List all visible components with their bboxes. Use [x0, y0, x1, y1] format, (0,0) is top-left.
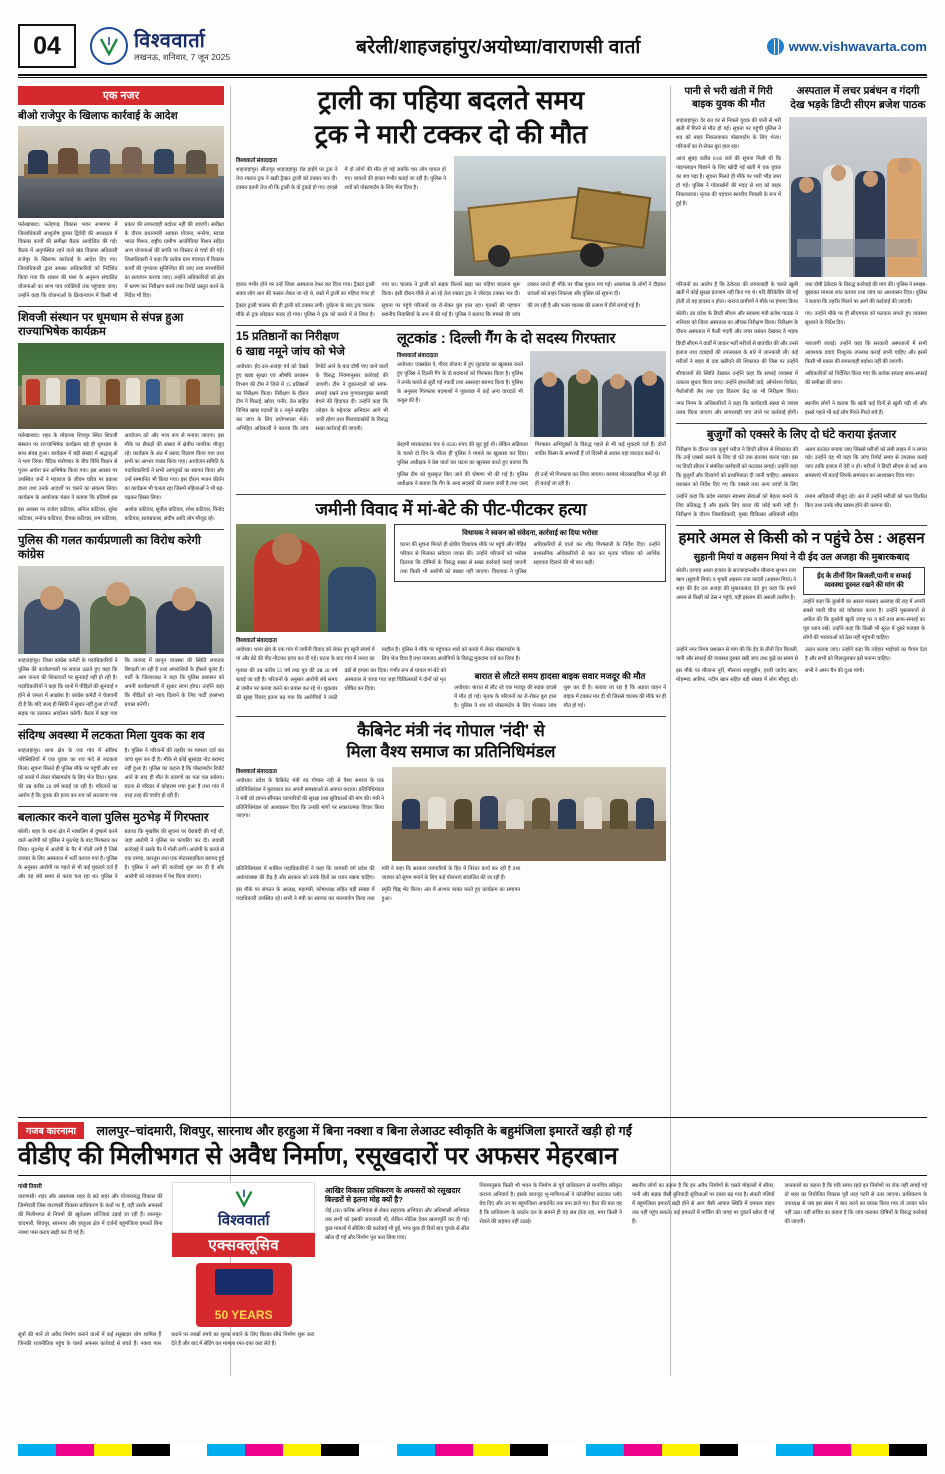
- sub2-body-3: पुलिस टीम को पुरस्कृत किए जाने की घोषणा भी की गई है। पुलिस अधीक्षक ने बताया कि गैंग के अन्य सदस्यों की तलाश जारी है तथा जल्द ही उन्हें भी गिरफ्तार कर लिया जाएगा। बरामद मोटरसाइकिल भी लूट की ही बताई जा रही है।: [397, 472, 666, 487]
- sub2-body-1: अयोध्या। एक्सप्रेस वे, गौरव योजना में हुए लूटकांड का खुलासा करते हुए पुलिस ने दिल्ली गैंग के दो बदमाशों को गिरफ्तार किया है। पुलिस ने उनके कब्जे से लूटी गई नकदी तथा असलहा बरामद किया है। पुलिस के अनुसार गिरफ्तार बदमाशों ने पूछताछ में कई अन्य वारदातें भी कबूल की हैं।: [397, 362, 523, 404]
- right-top1-body-2: आज सुबह करीब 8:00 बजे की सूचना मिली थी कि पाइपलाइन बिछाने के लिए खोदी गई खंती में एक युवक का शव पड़ा है। सूचना मिलते ही मौके पर भारी भीड़ जमा हो गई। पुलिस ने गोताखोरों की मदद से शव को बाहर निकलवाया। मृतक की पहचान स्थानीय निवासी के रूप में हुई है।: [676, 156, 781, 207]
- masthead-rule: [18, 74, 927, 76]
- page-number: 04: [18, 24, 76, 68]
- sub4-headline-line2: मिला वैश्य समाज का प्रतिनिधिमंडल: [346, 743, 556, 762]
- sub3-body-4: अयोध्या। बारात से लौट रहे एक मजदूर की सड़क हादसे में मौत हो गई। मृतक के परिजनों का रो-रोकर बुरा हाल है। पुलिस ने शव को पोस्टमार्टम के लिए भेजकर जांच शुरू कर दी है। बताया जा रहा है कि अज्ञात वाहन ने बाइक में टक्कर मार दी थी जिससे चालक की मौके पर ही मौत हो गई।: [454, 684, 666, 709]
- website-link[interactable]: [767, 38, 927, 55]
- sub3-sidebar-head: विधायक ने स्वजन को संवेदना, कार्रवाई का दिया भरोसा: [462, 528, 598, 537]
- brand-subline: लखनऊ, शनिवार, 7 जून 2025: [134, 51, 231, 62]
- right-top1-body-4: नगर निगम के अधिकारियों ने कहा कि कार्यदायी संस्था से जवाब तलब किया जाएगा और लापरवाही पाए जाने पर कार्रवाई होगी। स्थानीय लोगों ने बताया कि खंती कई दिनों से खुली पड़ी थी और इससे पहले भी कई लोग गिरते-गिरते बचे हैं।: [676, 400, 927, 416]
- byline: विश्ववार्ता संवाददाता: [236, 768, 278, 775]
- anniversary-seal: [196, 1263, 292, 1327]
- seal-years: 50 YEARS: [214, 1307, 273, 1322]
- sub2-photo: [530, 351, 666, 437]
- exclusive-label: एक्सक्लूसिव: [172, 1233, 315, 1257]
- sub3-headline: जमीनी विवाद में मां-बेटे की पीट-पीटकर हत्या: [315, 499, 587, 519]
- seal-ribbon: [215, 1269, 273, 1295]
- right-column: [676, 86, 927, 685]
- byline: गांधी तिवारी: [18, 1183, 42, 1190]
- right-bottom-headline: हमारे अमल से किसी को न पहुंचे ठेस : अहसन: [678, 530, 925, 547]
- right-top1-headline-line1: पानी से भरी खंती में गिरी: [684, 86, 773, 97]
- sub3-body-1: अयोध्या। थाना क्षेत्र के एक गांव में जमीनी विवाद को लेकर हुए खूनी संघर्ष में मां और बेटे की पीट-पीटकर हत्या कर दी गई। घटना के बाद गांव में तनाव का माहौल है। पुलिस ने मौके पर पहुंचकर शवों को कब्जे में लेकर पोस्टमार्टम के लिए भेज दिया है तथा नामजद आरोपियों के विरुद्ध मुकदमा दर्ज कर लिया है।: [236, 646, 521, 662]
- feature-body-5: जानकारों का कहना है कि यदि समय रहते इन निर्माणों पर रोक नहीं लगाई गई तो शहर का नियोजित विकास पूरी तरह पटरी से उतर जाएगा। प्राधिकरण के उपाध्यक्ष से जब इस संबंध में बात करने का प्रयास किया गया तो उनका फोन नहीं उठा। वहीं सचिव का कहना है कि जांच कराकर दोषियों के विरुद्ध कार्रवाई की जाएगी।: [784, 1182, 927, 1225]
- sub2-headline: लूटकांड : दिल्ली गैंग के दो सदस्य गिरफ्तार: [397, 330, 616, 347]
- right-bottom-body-3: उन्होंने नगर निगम प्रशासन से मांग की कि ईद के तीनों दिन बिजली, पानी और सफाई की व्यवस्था दुरुस्त रखी जाए तथा कूड़े का समय से उठान कराया जाए। उन्होंने कहा कि त्योहार भाईचारे का पैगाम देता है और सभी को मिलजुलकर इसे मनाना चाहिए।: [676, 646, 927, 662]
- right-top2-headline-line1: अस्पताल में लचर प्रबंधन व गंदगी: [796, 85, 920, 97]
- article-body: शाहजहांपुर। थाना क्षेत्र के एक गांव में संदिग्ध परिस्थितियों में एक युवक का शव फंदे से लटकता मिला। सूचना मिलते ही पुलिस मौके पर पहुंची और शव को कब्जे में लेकर पोस्टमार्टम के लिए भेज दिया। मृतक की उम्र करीब 28 वर्ष बताई जा रही है। परिजनों का आरोप है कि युवक की हत्या कर शव को लटकाया गया है। पुलिस ने परिजनों की तहरीर पर मामला दर्ज कर जांच शुरू कर दी है। मौके से कोई सुसाइड नोट बरामद नहीं हुआ है। पुलिस का कहना है कि पोस्टमार्टम रिपोर्ट आने के बाद ही मौत के कारणों का पता चल सकेगा। घटना से परिवार में कोहराम मचा हुआ है तथा गांव में तरह तरह की चर्चाएं हो रही हैं।: [18, 747, 224, 799]
- sub1-headline-line2: 6 खाद्य नमूने जांच को भेजे: [236, 345, 345, 358]
- right-mid-headline: बुजुर्गों को एक्सरे के लिए दो घंटे कराया इंतजार: [706, 428, 897, 441]
- sub4-photo: [392, 767, 666, 861]
- feature-body-1: वाराणसी। शहर और आसपास शहर के सटे शहर और योजनाबद्ध विकास की जिम्मेदारी जिस वाराणसी विकास प्राधिकरण के कंधों पर है, वहीं उसके अफसरों की मिलीभगत से नियमों की खुलेआम धज्जियां उड़ाई जा रही हैं। लालपुर-चांदमारी, शिवपुर, सारनाथ और हरहुआ क्षेत्र में दर्जनों बहुमंजिला इमारतें बिना नक्शा पास कराए खड़ी कर दी गई हैं।: [18, 1193, 163, 1236]
- article-headline: पुलिस की गलत कार्यप्रणाली का विरोध करेगी कांग्रेस: [18, 535, 201, 561]
- publication-logo: [90, 27, 230, 65]
- sub4-body-1: अयोध्या। प्रदेश के कैबिनेट मंत्री नंद गोपाल नंदी से वैश्य समाज के एक प्रतिनिधिमंडल ने मुलाकात कर अपनी समस्याओं से अवगत कराया। प्रतिनिधिमंडल ने मंत्री को ज्ञापन सौंपकर व्यापारियों की सुरक्षा तथा सुविधाओं की मांग की। मंत्री ने प्रतिनिधिमंडल को आश्वासन दिया कि उनकी मांगों पर सकारात्मक विचार किया जाएगा।: [236, 777, 384, 820]
- right-bottom-body-4: इस मौके पर मौलाना नूरी, मौलाना शहाबुद्दीन, हाजी जावेद खान, मोहम्मद आरिफ, नदीम खान सहित बड़ी संख्या में लोग मौजूद रहे। सभी ने अमन चैन की दुआ मांगी।: [676, 667, 865, 683]
- right-top2-body-2: डिप्टी सीएम ने वार्डों में जाकर भर्ती मरीजों से बातचीत की और उनसे इलाज तथा दवाइयों की उपलब्धता के बारे में जानकारी ली। कई मरीजों ने बाहर से दवा खरीदने की शिकायत की जिस पर उन्होंने नाराजगी जताई। उन्होंने कहा कि सरकारी अस्पतालों में सभी आवश्यक दवाएं निःशुल्क उपलब्ध कराई जानी चाहिए और इसमें किसी भी प्रकार की लापरवाही बर्दाश्त नहीं की जाएगी।: [676, 341, 927, 365]
- article-headline: बीओ राजेपुर के खिलाफ कार्रवाई के आदेश: [18, 110, 178, 122]
- exclusive-logo: [172, 1182, 315, 1233]
- article-headline: बलात्कार करने वाला पुलिस मुठभेड़ में गिरफ्तार: [18, 811, 209, 824]
- lead-photo: [454, 156, 666, 276]
- masthead-rule-2: [18, 77, 927, 78]
- article-names: इस अवसर पर राजेश कटियार, अनिल कटियार, सुरेश कटियार, मनोज कटियार, दीपक कटियार, राम कटियार, अशोक कटियार, सुनील कटियार, रमेश कटियार, विनोद कटियार, सत्यप्रकाश, संदीप आदि लोग मौजूद रहे।: [18, 507, 224, 523]
- feature-question: आखिर विकास प्राधिकरण के अफसरों को रसूखदार बिल्डरों से इतना मोह क्यों है?: [324, 1185, 461, 1204]
- color-registration-bar: [18, 1444, 927, 1456]
- right-bottom-box-head: ईद के तीनों दिन बिजली,पानी व सफाई व्यवस्था दुरुस्त रखने की मांग की: [816, 572, 912, 590]
- article-body: शाहजहांपुर। जिला कांग्रेस कमेटी के पदाधिकारियों ने पुलिस की कार्यप्रणाली पर सवाल उठाते हुए कहा कि आम जनता की शिकायतों पर सुनवाई नहीं हो रही है। पदाधिकारियों ने कहा कि थानों में पीड़ितों की सुनवाई न होने से जनता में आक्रोश है। कांग्रेस कमेटी ने चेतावनी दी है कि यदि जल्द ही स्थिति में सुधार नहीं हुआ तो पार्टी सड़क पर उतरकर आंदोलन करेगी। बैठक में कहा गया कि जनपद में कानून व्यवस्था की स्थिति लगातार बिगड़ती जा रही है तथा अपराधियों के हौसले बुलंद हैं। पार्टी के जिलाध्यक्ष ने कहा कि पुलिस प्रशासन को अपनी कार्यप्रणाली में सुधार लाना होगा। उन्होंने कहा कि पीड़ितों को न्याय दिलाने के लिए पार्टी हरसंभव प्रयास करेगी।: [18, 657, 224, 718]
- right-bottom-body-1: बरेली। दरगाह आला हजरत के सज्जादानशीन मौलाना सुभान रजा खान (सुहानी मियां) व मुफ्ती अहसन रजा कादरी (अहसन मियां) ने शहर की ईद उल अजहा की मुबारकबाद देते हुए कहा कि हमारे अमल से किसी को ठेस न पहुंचे, यही इस्लाम की असली तालीम है।: [676, 568, 796, 601]
- center-column: [236, 86, 666, 903]
- exclusive-brand: विश्ववार्ता: [217, 1211, 270, 1229]
- article-photo: [18, 566, 224, 654]
- article-body: फर्रुखाबाद। फतेहगढ़ विकास भवन सभागार में जिलाधिकारी आशुतोष कुमार द्विवेदी की अध्यक्षता में विकास कार्यों की समीक्षा बैठक आयोजित की गई। बैठक में अनुपस्थित रहने वाले खंड विकास अधिकारी राजेपुर के खिलाफ कार्रवाई के आदेश दिए गए। जिलाधिकारी द्वारा समस्त अधिकारियों को निर्देशित किया गया कि शासन की मंशा के अनुरूप संचालित योजनाओं का लाभ पात्र व्यक्तियों तक पहुंचाया जाए। उन्होंने कहा कि योजनाओं के क्रियान्वयन में किसी भी प्रकार की लापरवाही बर्दाश्त नहीं की जाएगी। समीक्षा के दौरान प्रधानमंत्री आवास योजना, मनरेगा, स्वच्छ भारत मिशन, राष्ट्रीय ग्रामीण आजीविका मिशन सहित अन्य योजनाओं की प्रगति पर विस्तार से चर्चा की गई। जिलाधिकारी ने कहा कि प्रत्येक ग्राम पंचायत में विकास कार्यों की गुणवत्ता सुनिश्चित की जाए तथा लाभार्थियों का सत्यापन कराया जाए। उन्होंने अधिकारियों को क्षेत्र में भ्रमण कर निरीक्षण करने तथा रिपोर्ट प्रस्तुत करने के निर्देश भी दिए।: [18, 221, 224, 300]
- article-body: बरेली। शहर के थाना क्षेत्र में नाबालिग से दुष्कर्म करने वाले आरोपी को पुलिस ने मुठभेड़ के बाद गिरफ्तार कर लिया। मुठभेड़ में आरोपी के पैर में गोली लगी है जिसे उपचार के लिए अस्पताल में भर्ती कराया गया है। पुलिस के अनुसार आरोपी पर पहले से भी कई मुकदमे दर्ज हैं और वह लंबे समय से फरार चल रहा था। पुलिस ने बताया कि मुखबिर की सूचना पर घेराबंदी की गई थी, जहां आरोपी ने पुलिस पर फायरिंग कर दी। जवाबी कार्रवाई में उसके पैर में गोली लगी। आरोपी के कब्जे से एक तमंचा, कारतूस तथा एक मोटरसाइकिल बरामद हुई है। पुलिस ने आगे की कार्रवाई शुरू कर दी है और आरोपी को न्यायालय में पेश किया जाएगा।: [18, 829, 224, 881]
- feature-tag-text: लालपुर–चांदमारी, शिवपुर, सारनाथ और हरहुआ में बिना नक्शा व बिना लेआउट स्वीकृति के बहुमंजिला इमारतें खड़ी हो गईं: [96, 1124, 632, 1139]
- sub1-body: अयोध्या। ईद-उल-अजहा पर्व को देखते हुए खाद्य सुरक्षा एवं औषधि प्रशासन विभाग की टीम ने जिले में 15 प्रतिष्ठानों का निरीक्षण किया। निरीक्षण के दौरान टीम ने मिठाई, खोवा, पनीर, तेल सहित विभिन्न खाद्य पदार्थों के 6 नमूने संग्रहित कर जांच के लिए प्रयोगशाला भेजे। अभिहित अधिकारी ने बताया कि जांच रिपोर्ट आने के बाद दोषी पाए जाने वालों के विरुद्ध नियमानुसार कार्रवाई की जाएगी। टीम ने दुकानदारों को साफ-सफाई रखने तथा गुणवत्तायुक्त सामग्री बेचने की हिदायत दी। उन्होंने कहा कि त्योहार के मद्देनजर अभियान आगे भी जारी रहेगा तथा मिलावटखोरों के विरुद्ध सख्त कार्रवाई की जाएगी।: [236, 363, 388, 433]
- right-mid-body: निरीक्षण के दौरान एक बुजुर्ग मरीज ने डिप्टी सीएम से शिकायत की कि उन्हें एक्सरे कराने के लिए दो घंटे तक इंतजार करना पड़ा। इस पर डिप्टी सीएम ने संबंधित कर्मचारी को फटकार लगाई। उन्होंने कहा कि बुजुर्गों और दिव्यांगों को प्राथमिकता दी जानी चाहिए। अस्पताल प्रशासन को निर्देश दिए गए कि एक्सरे तथा अन्य जांचों के लिए अलग काउंटर बनाया जाए जिससे मरीजों को लंबी लाइन में न लगना पड़े। उन्होंने यह भी कहा कि जांच रिपोर्ट समय से उपलब्ध कराई जाए ताकि इलाज में देरी न हो। मरीजों ने डिप्टी सीएम से कई अन्य समस्याएं भी बताईं जिनके समाधान का आश्वासन दिया गया।: [676, 446, 927, 489]
- left-column: [18, 86, 224, 882]
- brand-name: विश्ववार्ता: [134, 29, 206, 52]
- right-bottom-subhead: सुहानी मियां व अहसन मियां ने दी ईद उल अजहा की मुबारकबाद: [693, 551, 910, 563]
- globe-icon: [767, 38, 784, 55]
- feature-tag: गजब कारनामा: [18, 1122, 84, 1139]
- right-bottom-body-2: उन्होंने कहा कि कुर्बानी का असल मकसद अल्लाह की राह में अपनी सबसे प्यारी चीज को न्योछावर करना है। उन्होंने मुसलमानों से अपील की कि कुर्बानी खुली जगह पर न करें तथा साफ-सफाई का पूरा ध्यान रखें। उन्होंने कहा कि किसी भी सूरत में दूसरे मजहब के लोगों की भावनाओं को ठेस नहीं पहुंचनी चाहिए।: [803, 599, 925, 641]
- byline: विश्ववार्ता संवाददाता: [236, 158, 278, 165]
- right-top2-body-1: बरेली। उप्र प्रदेश के डिप्टी सीएम और स्वास्थ्य मंत्री ब्रजेश पाठक ने शनिवार को जिला अस्पताल का औचक निरीक्षण किया। निरीक्षण के दौरान अस्पताल में फैली गंदगी और लचर प्रबंधन देखकर वे भड़क गए। उन्होंने मौके पर ही सीएमएस को फटकार लगाते हुए व्यवस्था सुधारने के निर्देश दिए।: [676, 311, 927, 336]
- sub2-body-2: बेरहमी मारकाटकर चार थे 8500 रुपए की लूट हुई थी। लेकिन सक्रियता के चलते दो दिन के भीतर ही पुलिस ने मामले का खुलासा कर दिया। पुलिस अधीक्षक ने प्रेस वार्ता कर घटना का खुलासा करते हुए बताया कि गिरफ्तार अभियुक्तों के विरुद्ध पहले से भी कई मुकदमे दर्ज हैं। दोनों शातिर किस्म के अपराधी हैं जो दिल्ली से आकर यहां वारदात करते थे।: [397, 442, 666, 467]
- sub4-body-2: प्रतिनिधिमंडल में शामिल पदाधिकारियों ने कहा कि व्यापारी वर्ग प्रदेश की अर्थव्यवस्था की रीढ़ है और सरकार को उनके हितों का ध्यान रखना चाहिए। मंत्री ने कहा कि सरकार व्यापारियों के हित में निरंतर कार्य कर रही है तथा व्यापार को सुगम बनाने के लिए कई योजनाएं संचालित की जा रही हैं।: [236, 865, 521, 881]
- lead-body-2: हालत गंभीर होने पर उन्हें जिला अस्पताल रेफर कर दिया गया। ट्रैक्टर ट्राली सवार लोग धान की फसल लेकर जा रहे थे, रास्ते में ट्राली का पहिया पंचर हो गया था। चालक ने ट्राली को सड़क किनारे खड़ा कर पहिया बदलना शुरू किया। इसी दौरान पीछे से आ रहे तेज रफ्तार ट्रक ने जोरदार टक्कर मार दी। टक्कर लगते ही मौके पर चीख पुकार मच गई। आसपास के लोगों ने दौड़कर घायलों को बाहर निकाला और पुलिस को सूचना दी।: [236, 282, 666, 298]
- website-url: www.vishwavarta.com: [788, 38, 927, 54]
- lead-body-1: शाहजहांपुर। सीतापुर शाहजहांपुर रोड हाईवे पर ट्रक ने तेज रफ्तार ट्रक ने खड़ी ट्रैक्टर ट्राली को टक्कर मार दी। टक्कर इतनी तेज थी कि ट्राली के दो टुकड़े हो गए। हादसे में दो लोगों की मौत हो गई जबकि चार लोग घायल हो गए। घायलों की हालत गंभीर बताई जा रही है। पुलिस ने शवों को पोस्टमार्टम के लिए भेज दिया है।: [236, 167, 446, 192]
- edition-title: बरेली/शाहजहांपुर/अयोध्या/वाराणसी वार्ता: [356, 37, 641, 58]
- article-body: फर्रुखाबाद। शहर के मोहल्ला शिवपुर स्थित शिवजी संस्थान पर राज्याभिषेक कार्यक्रम बड़े ही धूमधाम के साथ संपन्न हुआ। कार्यक्रम में बड़ी संख्या में श्रद्धालुओं ने भाग लिया। वैदिक मंत्रोच्चार के बीच विधि विधान से पूजन अर्चना कर अभिषेक किया गया। इस अवसर पर उपस्थित जनों ने महाराज के जीवन चरित्र पर प्रकाश डाला तथा उनके आदर्शों पर चलने का संकल्प लिया। कार्यक्रम के आयोजक मंडल ने बताया कि प्रतिवर्ष इस आयोजन को और भव्य रूप से मनाया जाएगा। इस मौके पर सैकड़ों की संख्या में क्षेत्रीय नागरिक मौजूद रहे। कार्यक्रम के अंत में प्रसाद वितरण किया गया तथा सभी का आभार व्यक्त किया गया। आयोजन समिति के पदाधिकारियों ने सभी आगंतुकों का स्वागत किया और उन्हें सम्मानित भी किया गया। इस दौरान भजन कीर्तन का कार्यक्रम भी चलता रहा जिसमें महिलाओं ने भी बढ़-चढ़कर हिस्सा लिया।: [18, 432, 224, 502]
- feature-body-4: स्थानीय लोगों का कहना है कि इन अवैध निर्माणों के चलते मोहल्लों में सीवर, पानी और सड़क जैसी बुनियादी सुविधाओं पर दबाव बढ़ गया है। संकरी गलियों में बहुमंजिला इमारतें खड़ी होने से आग जैसी आपात स्थिति में दमकल वाहन तक नहीं पहुंच सकते। कई इमारतों में पार्किंग की जगह पर दुकानें खोल दी गई हैं।: [631, 1182, 775, 1225]
- sub3-body-2: मृतका की उम्र करीब 55 वर्ष तथा पुत्र की उम्र 28 वर्ष बताई जा रही है। परिजनों के अनुसार आरोपी लंबे समय से जमीन पर कब्जा करने का प्रयास कर रहे थे। शुक्रवार की सुबह विवाद इतना बढ़ गया कि आरोपियों ने लाठी डंडों से हमला कर दिया। गंभीर रूप से घायल मां-बेटे को अस्पताल ले जाया गया जहां चिकित्सकों ने दोनों को मृत घोषित कर दिया।: [236, 667, 446, 701]
- feature-body-3: जेई (JB) कनिष्ठ अभियंता से लेकर सहायक अभियंता और अधिशासी अभियंता तक सभी को इसकी जानकारी थी, लेकिन नोटिस देकर खानापूर्ति कर दी गई। कुछ मामलों में सीलिंग की कार्रवाई भी हुई, मगर कुछ ही दिनों बाद चुपके से सील खोल दी गई और निर्माण पूरा करा लिया गया।: [324, 1207, 470, 1241]
- feature-headline: वीडीए की मिलीभगत से अवैध निर्माण, रसूखदारों पर अफसर मेहरबान: [18, 1143, 618, 1170]
- right-top2-body-3: शौचालयों की स्थिति देखकर उन्होंने कहा कि सफाई व्यवस्था में तत्काल सुधार किया जाए। उन्होंने इमरजेंसी वार्ड, ऑपरेशन थियेटर, पैथोलॉजी लैब तथा दवा वितरण केंद्र का भी निरीक्षण किया। अधिकारियों को निर्देशित किया गया कि प्रत्येक सप्ताह साफ-सफाई की समीक्षा की जाए।: [676, 370, 927, 395]
- right-top2-body-4: उन्होंने कहा कि प्रदेश सरकार स्वास्थ्य सेवाओं को बेहतर बनाने के लिए प्रतिबद्ध है और इसके लिए बजट की कोई कमी नहीं है। निरीक्षण के दौरान जिलाधिकारी, मुख्य चिकित्सा अधिकारी सहित तमाम अधिकारी मौजूद रहे। अंत में उन्होंने मरीजों को फल वितरित किए तथा उनके शीघ्र स्वस्थ होने की कामना की।: [676, 494, 927, 519]
- article-photo: [18, 126, 224, 218]
- right-top1-body-3: परिजनों का आरोप है कि ठेकेदार की लापरवाही के चलते खुली खंती में कोई सुरक्षा इंतजाम नहीं किए गए थे। यदि बैरिकेडिंग की गई होती तो यह हादसा न होता। नाराज ग्रामीणों ने मौके पर हंगामा किया तथा दोषी ठेकेदार के विरुद्ध कार्रवाई की मांग की। पुलिस ने समझा-बुझाकर मामला शांत कराया तथा जांच का आश्वासन दिया। पुलिस ने बताया कि तहरीर मिलने पर आगे की कार्रवाई की जाएगी।: [676, 281, 927, 306]
- article-headline: संदिग्ध अवस्था में लटकता मिला युवक का शव: [18, 730, 205, 743]
- byline: विश्ववार्ता संवाददाता: [397, 353, 439, 360]
- exclusive-badge: [172, 1182, 315, 1327]
- sub3-sidebar-body: घटना की सूचना मिलते ही क्षेत्रीय विधायक मौके पर पहुंचे और पीड़ित परिवार से मिलकर संवेदना व्यक्त की। उन्होंने परिजनों को भरोसा दिलाया कि दोषियों के विरुद्ध सख्त से सख्त कार्रवाई कराई जाएगी तथा किसी भी आरोपी को बख्शा नहीं जाएगा। विधायक ने पुलिस अधिकारियों से वार्ता कर शीघ्र गिरफ्तारी के निर्देश दिए। उन्होंने प्रशासनिक अधिकारियों से बात कर मृतक परिवार को आर्थिक सहायता दिलाने की भी बात कही।: [400, 541, 660, 575]
- sub3-secondary-headline: बारात से लौटते समय हादसा बाइक सवार मजदूर की मौत: [474, 670, 646, 681]
- sub4-body-3: इस मौके पर संगठन के अध्यक्ष, महामंत्री, कोषाध्यक्ष सहित बड़ी संख्या में पदाधिकारी उपस्थित रहे। सभी ने मंत्री का स्वागत कर माल्यार्पण किया तथा स्मृति चिह्न भेंट किया। अंत में आभार व्यक्त करते हुए कार्यक्रम का समापन हुआ।: [236, 886, 521, 902]
- lead-headline-line1: ट्राली का पहिया बदलते समय: [317, 85, 585, 115]
- sub4-headline-line1: कैबिनेट मंत्री नंद गोपाल 'नंदी' से: [357, 721, 545, 740]
- right-top2-headline-line2: देख भड़के डिप्टी सीएम ब्रजेश पाठक: [790, 98, 926, 111]
- masthead: [18, 22, 927, 70]
- feature-body-6: सूत्रों की मानें तो अवैध निर्माण कराने वालों में कई रसूखदार लोग शामिल हैं जिनकी राजनीतिक पहुंच के चलते अफसर कार्रवाई से बचते हैं। नक्शा पास कराने पर लाखों रुपये का शुल्क बचाने के लिए बिल्डर सीधे निर्माण शुरू करा देते हैं और बाद में सेटिंग कर मामला रफा-दफा करा लेते हैं।: [18, 1331, 315, 1347]
- section-banner-ek-nazar: एक नजर: [18, 86, 224, 105]
- sub1-headline-line1: 15 प्रतिष्ठानों का निरीक्षण: [236, 330, 339, 343]
- article-photo: [18, 343, 224, 429]
- right-top1-headline-line2: बाइक युवक की मौत: [692, 99, 765, 111]
- right-top1-body-1: शाहजहांपुर। देर रात घर से निकले युवक की पानी से भरी खंती में गिरने से मौत हो गई। सूचना पर पहुंची पुलिस ने शव को बाहर निकलवाकर पोस्टमार्टम के लिए भेजा। परिजनों का रो-रोकर बुरा हाल रहा।: [676, 117, 781, 151]
- lead-headline-line2: ट्रक ने मारी टक्कर दो की मौत: [314, 119, 588, 150]
- article-headline: शिवजी संस्थान पर धूमधाम से संपन्न हुआ राज्याभिषेक कार्यक्रम: [18, 312, 184, 338]
- right-top2-photo: [789, 117, 927, 277]
- sub3-photo-1: [236, 524, 386, 632]
- byline: विश्ववार्ता संवाददाता: [236, 637, 278, 644]
- bottom-feature: [18, 1117, 927, 1349]
- v-monogram-icon: [90, 27, 128, 65]
- feature-body-2: नियमानुसार किसी भी भवन के निर्माण से पूर्व प्राधिकरण से मानचित्र स्वीकृत कराना अनिवार्य है। इसके बावजूद भू-माफियाओं ने कॉलोनियां काटकर प्लॉट बेच दिए और उन पर बहुमंजिला अपार्टमेंट तक बना डाले गए। हैरत की बात यह है कि प्राधिकरण के प्रवर्तन दल के सामने ही यह सब होता रहा, मगर किसी ने रोकने की जहमत नहीं उठाई।: [479, 1182, 622, 1225]
- lead-body-3: ट्रैक्टर ट्राली चालक की ही ट्राली को टक्कर लगी। दुर्घटना के बाद ट्रक चालक मौके से ट्रक छोड़कर फरार हो गया। पुलिस ने ट्रक को कब्जे में ले लिया है। सूचना पर पहुंचे परिजनों का रो-रोकर बुरा हाल रहा। मृतकों की पहचान स्थानीय निवासियों के रूप में की गई है। पुलिस ने बताया कि मामले की जांच की जा रही है और फरार चालक की तलाश में टीमें लगाई गई हैं।: [236, 303, 641, 319]
